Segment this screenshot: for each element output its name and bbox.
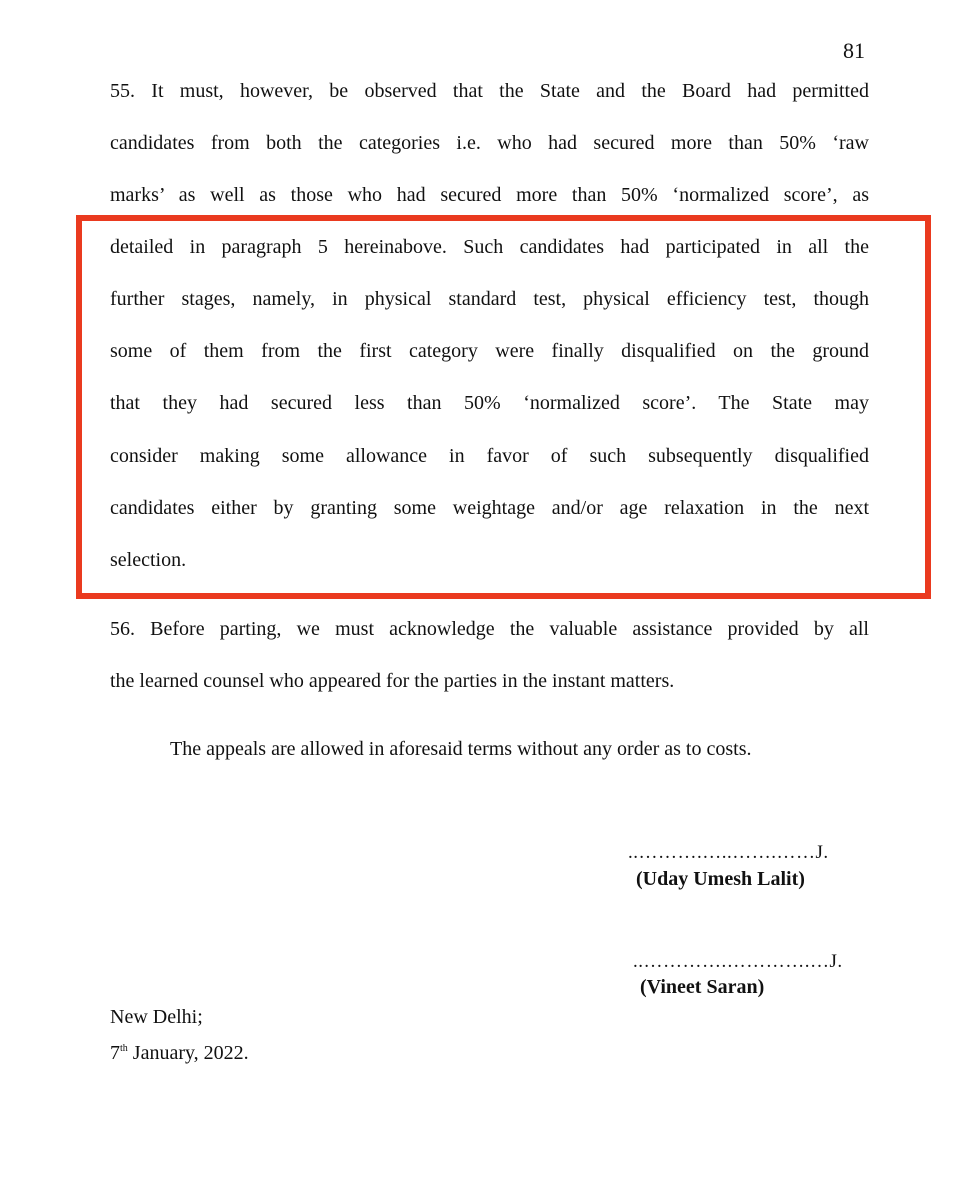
place: New Delhi; [110,1006,203,1028]
red-highlight-box [76,215,931,599]
date-day: 7 [110,1042,120,1064]
page-number: 81 [843,38,865,63]
paragraph-55-line: consider making some allowance in favor of such subsequently disqualified [110,445,869,467]
paragraph-55-line: further stages, namely, in physical standard test, physical efficiency test, though [110,288,869,310]
signature-line: ..……….…..…….……J. [628,842,829,863]
paragraph-55-line: detailed in paragraph 5 hereinabove. Such candidates had participated in all the [110,236,869,258]
date-rest: January, 2022. [127,1042,249,1064]
date [110,1036,249,1066]
date-suffix: th [120,1043,128,1054]
paragraph-56-line: the learned counsel who appeared for the parties in the instant matters. [110,670,675,692]
paragraph-55-line: marks’ as well as those who had secured more than 50% ‘normalized score’, as [110,184,869,206]
judge-name: (Vineet Saran) [640,976,765,998]
closing-line: The appeals are allowed in aforesaid terms without any order as to costs. [170,738,752,760]
paragraph-56-line: 56. Before parting, we must acknowledge the valuable assistance provided by all [110,618,869,640]
paragraph-55-line: 55. It must, however, be observed that the State and the Board had permitted [110,80,869,102]
paragraph-55-line: some of them from the first category were finally disqualified on the ground [110,340,869,362]
signature-line: ..………….………….…J. [633,951,843,972]
paragraph-55-line: that they had secured less than 50% ‘normalized score’. The State may [110,392,869,414]
judge-name: (Uday Umesh Lalit) [636,868,805,890]
paragraph-55-line: candidates either by granting some weightage and/or age relaxation in the next [110,497,869,519]
paragraph-55-line: selection. [110,549,187,571]
paragraph-55-line: candidates from both the categories i.e. who had secured more than 50% ‘raw [110,132,869,154]
